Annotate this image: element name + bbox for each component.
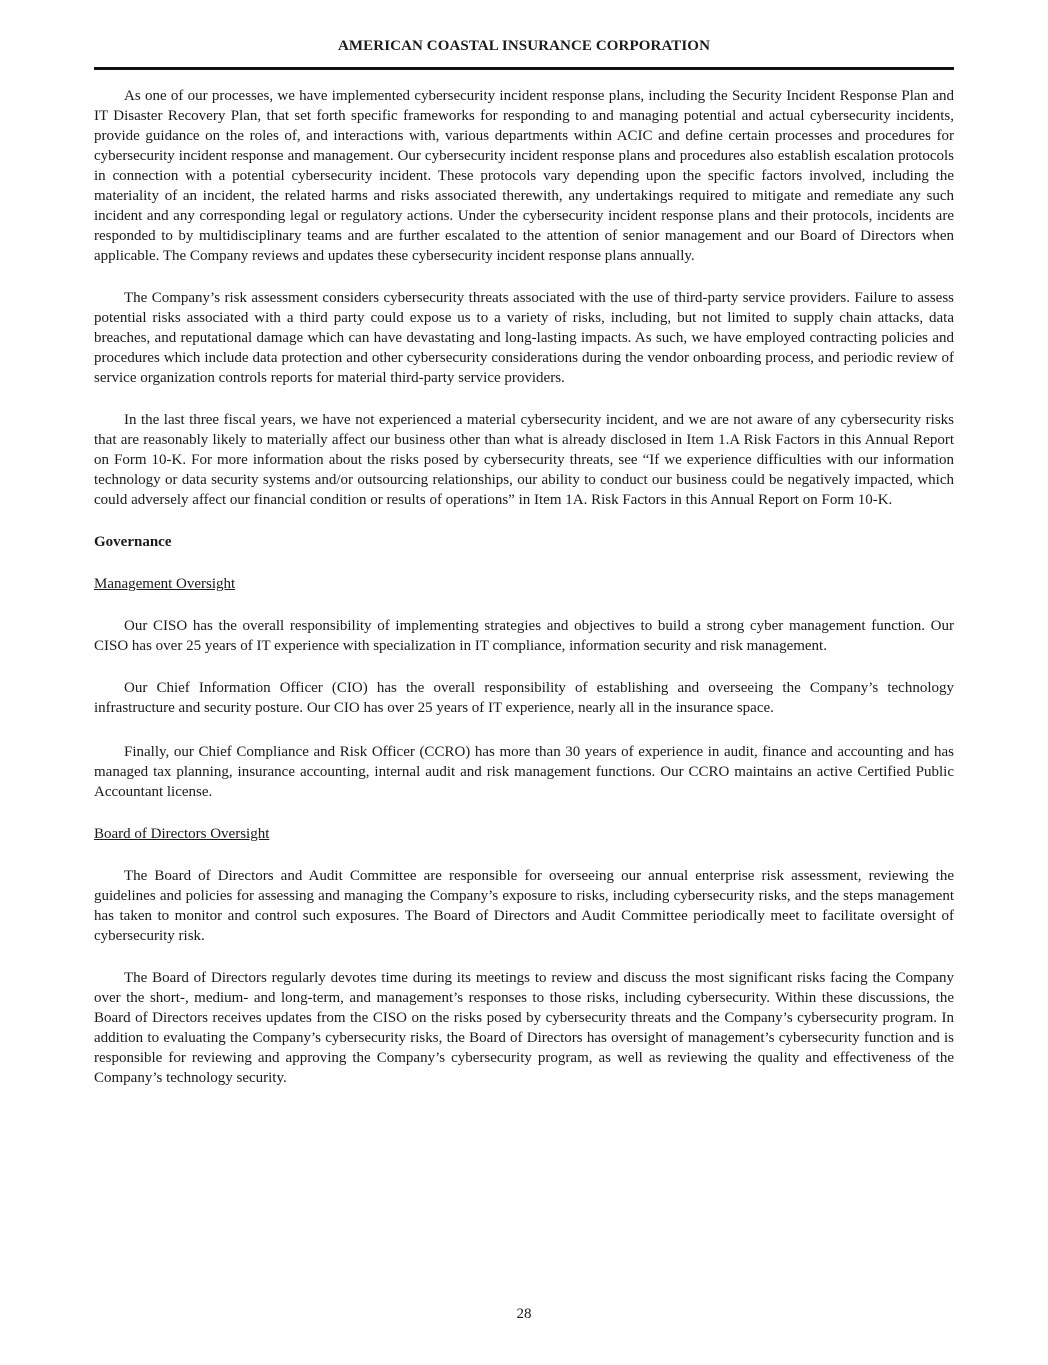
paragraph-ciso: Our CISO has the overall responsibility of implementing strategies and objectives to build a strong cyber management function. Our CISO has over 25 years of IT experience with specialization in IT compliance, information security and risk management. [94,618,954,654]
paragraph-cio: Our Chief Information Officer (CIO) has the overall responsibility of establishing and overseeing the Company’s technology infrastructure and security posture. Our CIO has over 25 years of IT experience, nearly all in the insurance space. [94,680,954,716]
header-divider [94,67,954,70]
paragraph-third-party-risk: The Company’s risk assessment considers cybersecurity threats associated with the use of third-party service providers. Failure to assess potential risks associated with a third party could expose us to a variety of risks, including, but not limited to supply chain attacks, data breaches, and reputational damage which can have devastating and long-lasting impacts. As such, we have employed contracting policies and procedures which include data protection and other cybersecurity considerations during the vendor onboarding process, and periodic review of service organization controls reports for material third-party service providers. [94,290,954,386]
company-header: AMERICAN COASTAL INSURANCE CORPORATION [337,38,711,54]
paragraph-incident-response-plans: As one of our processes, we have implemented cybersecurity incident response plans, including the Security Incident Response Plan and IT Disaster Recovery Plan, that set forth specific frameworks for responding to and managing potential and actual cybersecurity incidents, provide guidance on the roles of, and interactions with, various departments within ACIC and define certain processes and procedures for cybersecurity incident response and management. Our cybersecurity incident response plans and procedures also establish escalation protocols in connection with a potential cybersecurity incident. These protocols vary depending upon the specific factors involved, including the materiality of an incident, the related harms and risks associated therewith, any undertakings required to mitigate and remediate any such incident and any corresponding legal or regulatory actions. Under the cybersecurity incident response plans and their protocols, incidents are responded to by multidisciplinary teams and are further escalated to the attention of senior management and our Board of Directors when applicable. The Company reviews and updates these cybersecurity incident response plans annually. [94,88,954,264]
paragraph-no-material-incident: In the last three fiscal years, we have not experienced a material cybersecurity incident, and we are not aware of any cybersecurity risks that are reasonably likely to materially affect our business other than what is already disclosed in Item 1.A Risk Factors in this Annual Report on Form 10-K. For more information about the risks posed by cybersecurity threats, see “If we experience difficulties with our information technology or data security systems and/or outsourcing relationships, our ability to conduct our business could be negatively impacted, which could adversely affect our financial condition or results of operations” in Item 1A. Risk Factors in this Annual Report on Form 10-K. [94,412,954,508]
document-body [94,86,954,1088]
paragraph-ccro: Finally, our Chief Compliance and Risk Officer (CCRO) has more than 30 years of experience in audit, finance and accounting and has managed tax planning, insurance accounting, internal audit and risk management functions. Our CCRO maintains an active Certified Public Accountant license. [94,744,954,800]
paragraph-board-risk-discussions: The Board of Directors regularly devotes time during its meetings to review and discuss the most significant risks facing the Company over the short-, medium- and long-term, and management’s responses to those risks, including cybersecurity. Within these discussions, the Board of Directors receives updates from the CISO on the risks posed by cybersecurity threats and the Company’s cybersecurity program. In addition to evaluating the Company’s cybersecurity risks, the Board of Directors has oversight of management’s cybersecurity function and is responsible for reviewing and approving the Company’s cybersecurity program, as well as reviewing the quality and effectiveness of the Company’s technology security. [94,970,954,1086]
subheading-management-oversight: Management Oversight [94,576,236,592]
section-heading-governance: Governance [94,534,172,550]
page-number: 28 [516,1306,532,1322]
subheading-board-oversight: Board of Directors Oversight [94,826,270,842]
paragraph-board-audit-committee: The Board of Directors and Audit Committee are responsible for overseeing our annual enterprise risk assessment, reviewing the guidelines and policies for assessing and managing the Company’s exposure to risks, including cybersecurity risks, and the steps management has taken to monitor and control such exposures. The Board of Directors and Audit Committee periodically meet to facilitate oversight of cybersecurity risk. [94,868,954,944]
